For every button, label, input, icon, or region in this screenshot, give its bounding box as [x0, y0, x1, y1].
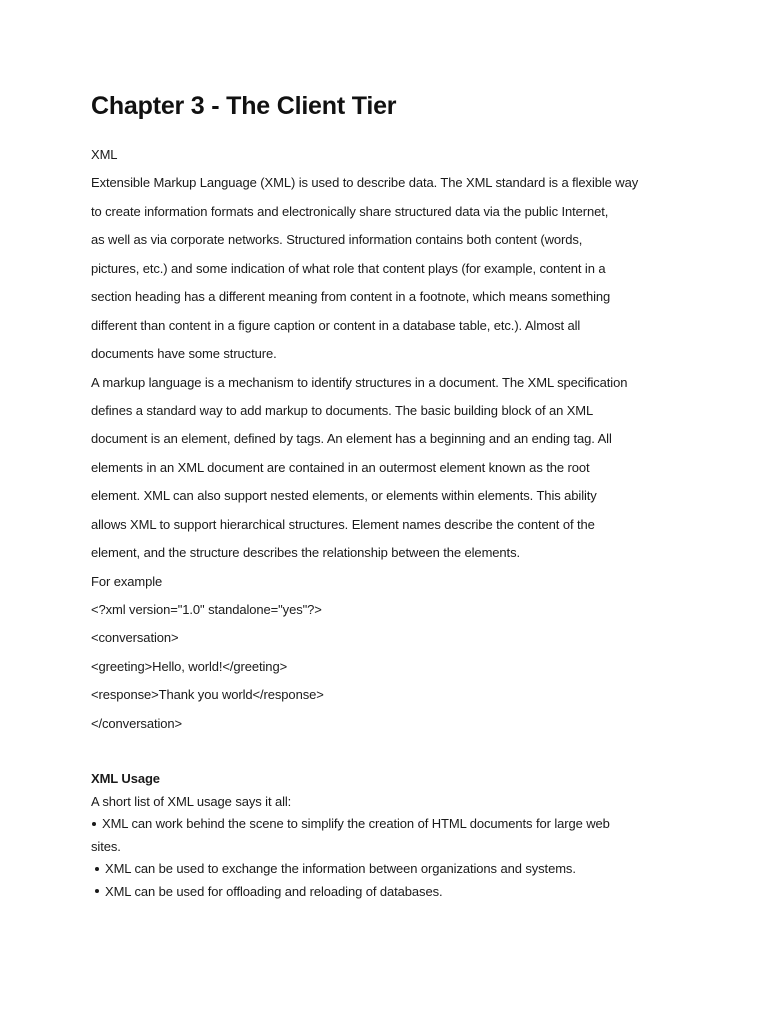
- paragraph-line: document is an element, defined by tags. An element has a beginning and an ending tag. All: [91, 431, 612, 447]
- bullet-icon: [92, 822, 96, 826]
- paragraph-line: Extensible Markup Language (XML) is used to describe data. The XML standard is a flexible way: [91, 175, 639, 191]
- xml-usage-section: [91, 768, 681, 903]
- code-line: <conversation>: [91, 630, 179, 646]
- bullet-text: XML can be used for offloading and reloading of databases.: [105, 883, 443, 899]
- code-line: <?xml version="1.0" standalone="yes"?>: [91, 602, 322, 617]
- paragraph-line: For example: [91, 573, 163, 589]
- usage-intro: A short list of XML usage says it all:: [91, 793, 292, 809]
- bullet-text: XML can work behind the scene to simplify the creation of HTML documents for large web: [102, 816, 610, 831]
- paragraph-line: allows XML to support hierarchical structures. Element names describe the content of the: [91, 516, 595, 532]
- bullet-icon: [95, 889, 99, 893]
- paragraph-line: different than content in a figure caption or content in a database table, etc.). Almost all: [91, 317, 581, 333]
- paragraph-line: documents have some structure.: [91, 346, 277, 362]
- section-heading-xml-usage: XML Usage: [91, 771, 160, 786]
- paragraph-line: defines a standard way to add markup to documents. The basic building block of an XML: [91, 402, 594, 418]
- paragraph-line: section heading has a different meaning from content in a footnote, which means something: [91, 289, 611, 305]
- code-line: </conversation>: [91, 715, 183, 731]
- paragraph-line: A markup language is a mechanism to identify structures in a document. The XML specification: [91, 374, 628, 390]
- paragraph-line: element, and the structure describes the relationship between the elements.: [91, 545, 520, 561]
- bullet-item: [91, 858, 681, 881]
- bullet-item: [91, 881, 681, 904]
- paragraph-line: pictures, etc.) and some indication of what role that content plays (for example, content in a: [91, 260, 606, 276]
- section-heading-xml: XML: [91, 147, 118, 162]
- bullet-item-continuation: sites.: [91, 838, 121, 854]
- paragraph-line: elements in an XML document are contained in an outermost element known as the root: [91, 459, 590, 475]
- bullet-item: [91, 813, 681, 836]
- chapter-title: Chapter 3 - The Client Tier: [91, 92, 397, 120]
- bullet-icon: [95, 867, 99, 871]
- paragraph-line: element. XML can also support nested elements, or elements within elements. This ability: [91, 488, 597, 504]
- code-line: <response>Thank you world</response>: [91, 687, 324, 703]
- paragraph-line: to create information formats and electronically share structured data via the public Internet,: [91, 203, 609, 219]
- paragraph-line: as well as via corporate networks. Structured information contains both content (words,: [91, 232, 583, 248]
- bullet-text: XML can be used to exchange the information between organizations and systems.: [105, 861, 576, 876]
- code-line: <greeting>Hello, world!</greeting>: [91, 658, 288, 674]
- xml-section: [91, 141, 681, 738]
